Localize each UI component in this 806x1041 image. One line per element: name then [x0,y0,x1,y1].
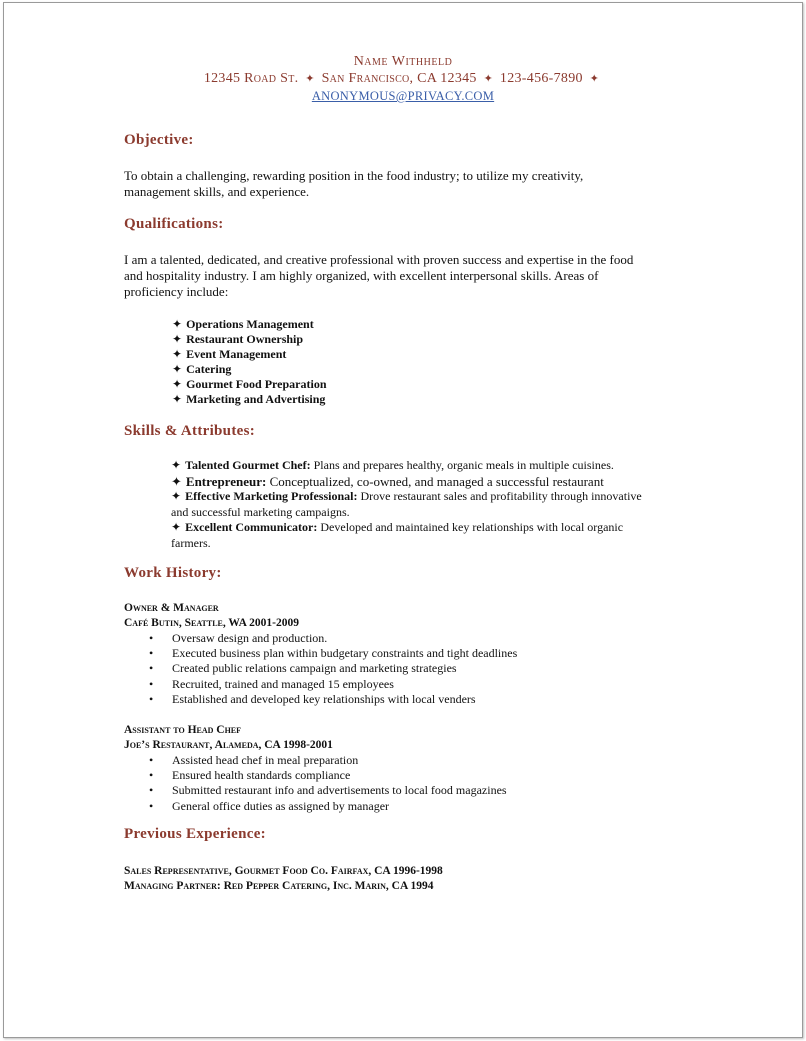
street-address: 12345 Road St. [203,71,299,86]
qualifications-line: and hospitality industry. I am highly organized, with excellent interpersonal skills. Areas of [124,268,599,283]
skill-text: Developed and maintained key relationships with local organic [317,520,624,534]
objective-line: To obtain a challenging, rewarding position in the food industry; to utilize my creativity, [124,168,584,183]
list-item: • Recruited, trained and managed 15 employees [149,677,517,692]
list-item: ✦ Gourmet Food Preparation [172,377,327,392]
skill-item [171,458,701,474]
previous-experience-heading: Previous Experience: [124,826,266,842]
skill-text: Conceptualized, co-owned, and managed a successful restaurant [266,473,604,489]
list-item: ✦ Restaurant Ownership [172,332,327,347]
previous-role: Managing Partner: Red Pepper Catering, Inc. Marin, CA 1994 [124,880,434,892]
skill-item [171,520,701,536]
list-item: ✦ Marketing and Advertising [172,392,327,407]
skill-label: Talented Gourmet Chef: [185,458,311,472]
resume-page [3,2,803,1038]
phone-number: 123-456-7890 [499,71,583,86]
objective-heading: Objective: [124,132,194,148]
previous-experience-list [124,864,443,894]
list-item: • Established and developed key relationships with local venders [149,692,517,707]
city-state-zip: San Francisco, CA 12345 [321,71,477,86]
list-item: ✦ Operations Management [172,317,327,332]
job-2-header [124,723,333,753]
qualifications-line: proficiency include: [124,284,229,299]
qualifications-line: I am a talented, dedicated, and creative professional with proven success and expertise in the food [124,252,634,267]
skills-list [171,458,701,551]
list-item: • Executed business plan within budgetary constraints and tight deadlines [149,646,517,661]
list-item: • Submitted restaurant info and advertisements to local food magazines [149,783,507,798]
skill-label: Excellent Communicator: [185,520,318,534]
objective-line: management skills, and experience. [124,184,310,199]
email-link[interactable]: ANONYMOUS@PRIVACY.COM [311,89,495,103]
list-item: • Assisted head chef in meal preparation [149,753,507,768]
diamond-icon: ✦ [483,73,494,85]
skill-label: Entrepreneur: [185,473,267,489]
diamond-icon: ✦ [589,73,600,85]
job-1-duties [149,631,517,707]
previous-role: Sales Representative, Gourmet Food Co. Fairfax, CA 1996-1998 [124,865,443,877]
job-employer: Joe’s Restaurant, Alameda, CA 1998-2001 [124,739,333,751]
objective-text [124,168,704,200]
list-item: • Oversaw design and production. [149,631,517,646]
skill-text: Plans and prepares healthy, organic meals in multiple cuisines. [310,458,614,472]
job-title: Owner & Manager [124,602,219,614]
skill-text: Drove restaurant sales and profitability through innovative [357,489,642,503]
job-title: Assistant to Head Chef [124,724,242,736]
skill-label: Effective Marketing Professional: [185,489,358,503]
qualifications-heading: Qualifications: [124,216,224,232]
job-2-duties [149,753,507,814]
skill-continuation: and successful marketing campaigns. [171,504,350,519]
list-item: • Ensured health standards compliance [149,768,507,783]
contact-line [4,70,802,88]
list-item: ✦ Catering [172,362,327,377]
list-item: ✦ Event Management [172,347,327,362]
list-item: • Created public relations campaign and marketing strategies [149,661,517,676]
job-employer: Café Butin, Seattle, WA 2001-2009 [124,617,300,629]
skill-item [171,474,701,490]
skill-item [171,489,701,505]
resume-header [4,53,802,104]
list-item: • General office duties as assigned by manager [149,799,507,814]
job-1-header [124,601,299,631]
skills-heading: Skills & Attributes: [124,423,256,439]
qualifications-text [124,252,704,300]
applicant-name: Name Withheld [353,54,453,69]
skill-continuation: farmers. [171,535,211,550]
work-history-heading: Work History: [124,565,222,581]
proficiency-list [172,317,327,407]
diamond-icon: ✦ [305,73,315,85]
